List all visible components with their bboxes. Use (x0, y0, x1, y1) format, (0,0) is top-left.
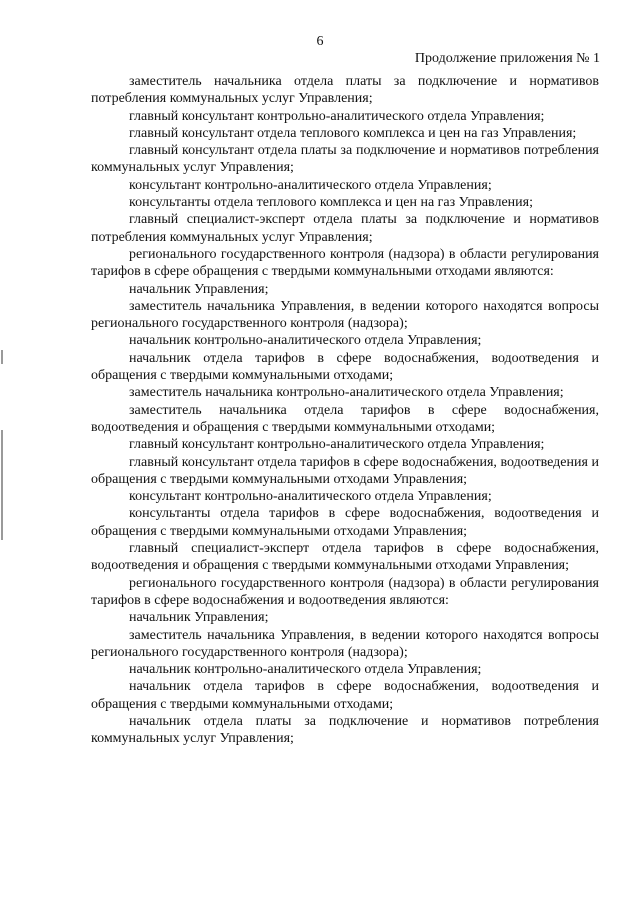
list-item: начальник отдела платы за подключение и нормативов потребления коммунальных услуг Управления; (91, 713, 599, 747)
list-item: начальник Управления; (129, 281, 269, 297)
list-item: консультанты отдела тарифов в сфере водоснабжения, водоотведения и обращения с твердыми коммунальными отходами Управления; (91, 506, 599, 539)
list-item: начальник отдела тарифов в сфере водоснабжения, водоотведения и обращения с твердыми коммунальными отходами; (91, 679, 599, 712)
list-item: начальник Управления; (129, 610, 269, 626)
document-body (91, 73, 599, 748)
list-item: начальник контрольно-аналитического отдела Управления; (129, 662, 482, 678)
list-item: главный консультант отдела платы за подключение и нормативов потребления коммунальных услуг Управления; (91, 143, 599, 176)
list-item: главный специалист-эксперт отдела тарифов в сфере водоснабжения, водоотведения и обращения с твердыми коммунальными отходами Управления; (91, 541, 599, 574)
list-item: главный консультант контрольно-аналитического отдела Управления; (129, 108, 545, 124)
list-item: заместитель начальника Управления, в ведении которого находятся вопросы регионального государственного контроля (надзора); (91, 298, 599, 332)
page-number: 6 (316, 34, 324, 49)
list-item: заместитель начальника Управления, в ведении которого находятся вопросы регионального государственного контроля (надзора); (91, 627, 599, 660)
list-item: заместитель начальника отдела тарифов в сфере водоснабжения, водоотведения и обращения с твердыми коммунальными отходами; (91, 402, 599, 435)
list-item: главный консультант отдела тарифов в сфере водоснабжения, водоотведения и обращения с твердыми коммунальными отходами Управления; (91, 454, 599, 487)
scan-margin-mark (1, 350, 3, 364)
appendix-continuation-label: Продолжение приложения № 1 (414, 51, 600, 66)
scan-margin-mark (1, 430, 3, 540)
section-intro: регионального государственного контроля (надзора) в области регулирования тарифов в сфере водоснабжения и водоотведения являются: (91, 575, 599, 608)
list-item: заместитель начальника контрольно-аналитического отдела Управления; (129, 385, 564, 401)
list-item: консультант контрольно-аналитического отдела Управления; (129, 489, 492, 505)
list-item: главный консультант контрольно-аналитического отдела Управления; (129, 437, 545, 453)
list-item: начальник отдела тарифов в сфере водоснабжения, водоотведения и обращения с твердыми коммунальными отходами; (91, 350, 599, 384)
list-item: заместитель начальника отдела платы за подключение и нормативов потребления коммунальных услуг Управления; (91, 74, 599, 107)
list-item: консультант контрольно-аналитического отдела Управления; (129, 177, 492, 193)
section-intro: регионального государственного контроля (надзора) в области регулирования тарифов в сфере обращения с твердыми коммунальными отходами являются: (91, 246, 599, 280)
list-item: главный консультант отдела теплового комплекса и цен на газ Управления; (129, 125, 577, 141)
list-item: главный специалист-эксперт отдела платы за подключение и нормативов потребления коммунальных услуг Управления; (91, 212, 599, 245)
list-item: начальник контрольно-аналитического отдела Управления; (129, 333, 482, 349)
list-item: консультанты отдела теплового комплекса и цен на газ Управления; (129, 195, 533, 211)
